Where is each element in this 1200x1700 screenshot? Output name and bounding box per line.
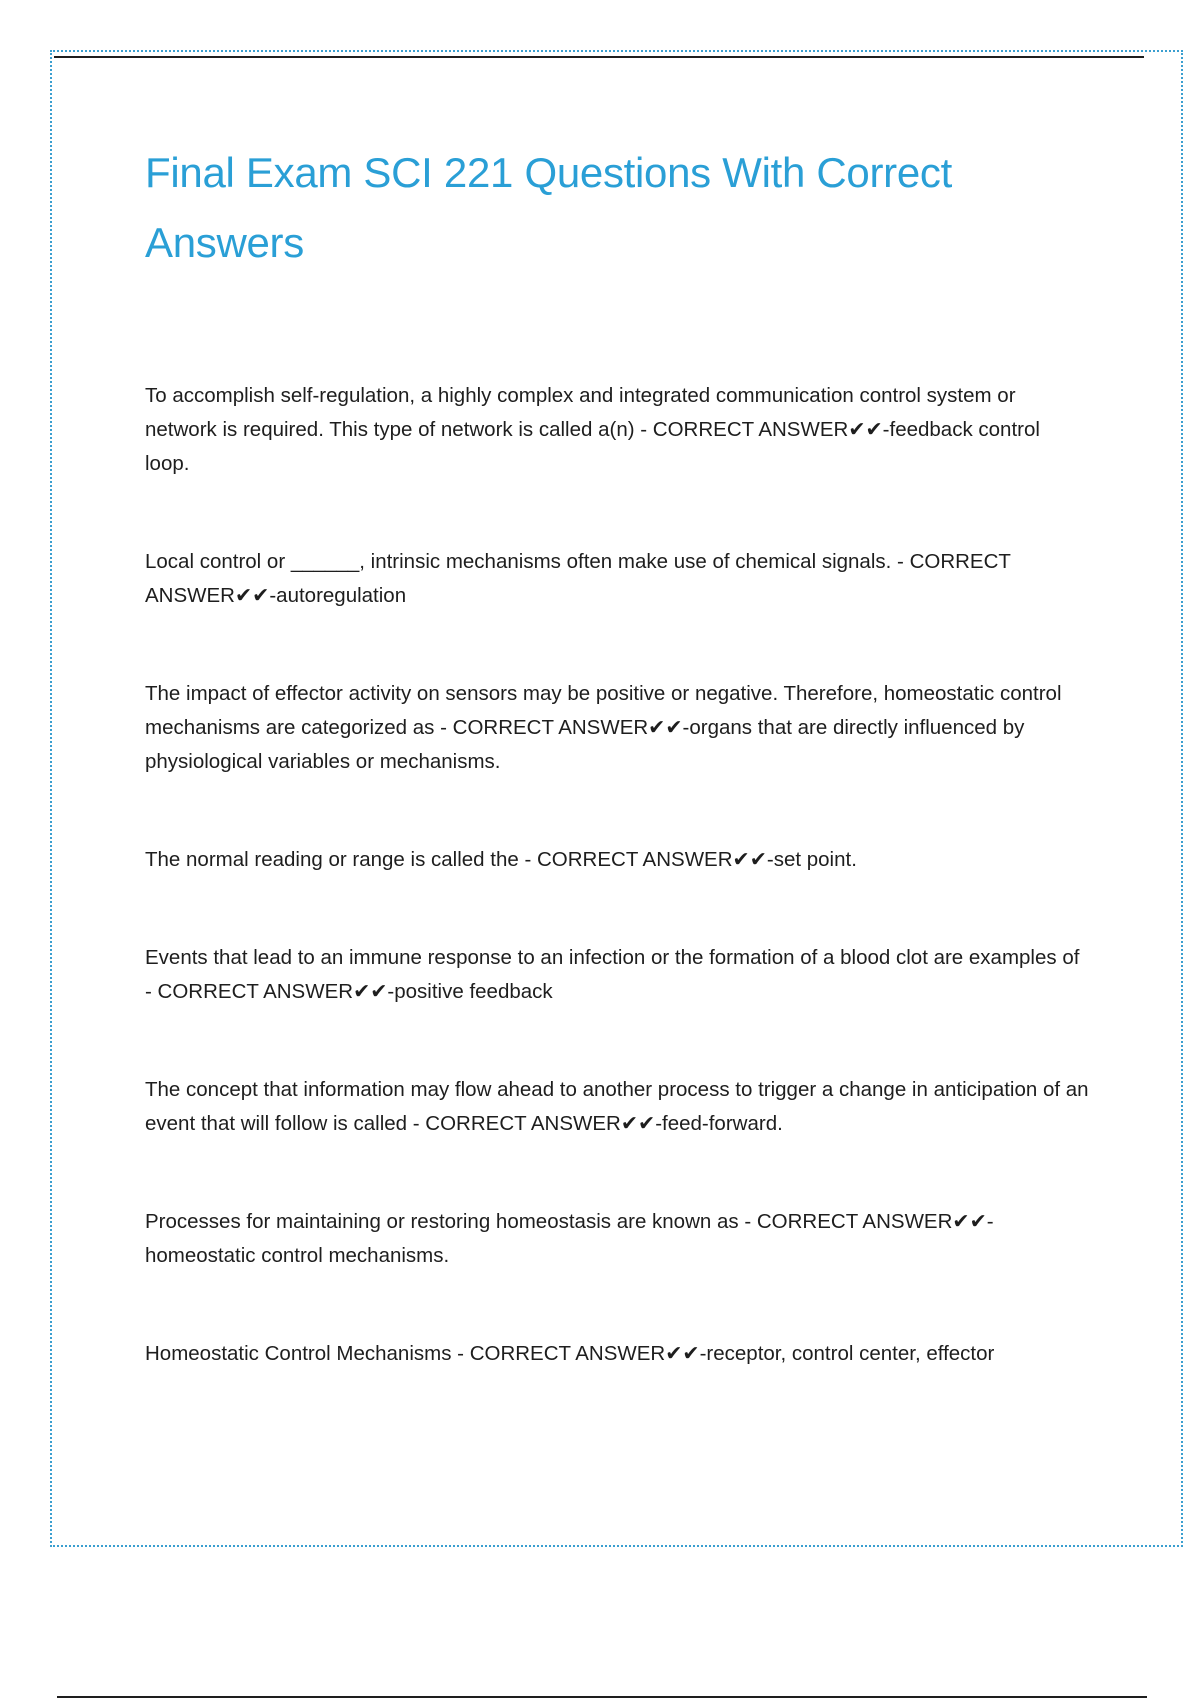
question-item [145,941,1090,1009]
question-list [145,379,1090,1435]
check-mark-icon: ✔✔ [648,716,683,739]
check-mark-icon: ✔✔ [848,418,883,441]
document-title: Final Exam SCI 221 Questions With Correct Answers [145,149,952,266]
question-item [145,843,1090,877]
separator: - [634,418,653,441]
check-mark-icon: ✔✔ [353,980,388,1003]
separator: - [891,550,910,573]
check-mark-icon: ✔✔ [620,1112,656,1135]
correct-answer-label: CORRECT ANSWER [157,980,354,1003]
correct-answer-label: CORRECT ANSWER [452,716,649,739]
check-mark-icon: ✔✔ [952,1210,987,1233]
correct-answer-label: CORRECT ANSWER [145,550,1011,607]
correct-answer-label: CORRECT ANSWER [536,848,733,871]
top-rule [54,56,1144,58]
question-text: Events that lead to an immune response to an infection or the formation of a blood clot are examples of [145,946,1080,969]
answer-text: -feed-forward. [655,1112,783,1135]
question-item [145,1205,1090,1273]
question-item [145,379,1090,481]
correct-answer-label: CORRECT ANSWER [425,1112,621,1135]
separator: - [434,716,453,739]
answer-text: -positive feedback [387,980,553,1003]
question-text: Local control or ______, intrinsic mechanisms often make use of chemical signals. [145,550,892,573]
separator: - [407,1112,426,1135]
correct-answer-label: CORRECT ANSWER [756,1210,953,1233]
separator: - [518,848,537,871]
question-text: The normal reading or range is called the [145,848,519,871]
question-text: The concept that information may flow ahead to another process to trigger a change in anticipation of an event that will follow is called [145,1078,1089,1135]
question-text: The impact of effector activity on sensors may be positive or negative. Therefore, homeostatic control mechanisms are categorized as [145,682,1062,739]
correct-answer-label: CORRECT ANSWER [652,418,849,441]
answer-text: -feedback control loop. [145,418,1040,475]
separator: - [145,980,158,1003]
correct-answer-label: CORRECT ANSWER [469,1342,666,1365]
check-mark-icon: ✔✔ [732,848,767,871]
separator: - [451,1342,470,1365]
question-text: Processes for maintaining or restoring homeostasis are known as [145,1210,739,1233]
answer-text: -organs that are directly influenced by physiological variables or mechanisms. [145,716,1025,773]
answer-text: -autoregulation [269,584,407,607]
question-item [145,1337,1090,1371]
question-item [145,545,1090,613]
check-mark-icon: ✔✔ [234,584,270,607]
question-item [145,677,1090,779]
check-mark-icon: ✔✔ [665,1342,700,1365]
question-text: To accomplish self-regulation, a highly complex and integrated communication control system or network is required. This type of network is called a(n) [145,384,1016,441]
answer-text: -receptor, control center, effector [699,1342,995,1365]
question-text: Homeostatic Control Mechanisms [145,1342,452,1365]
separator: - [738,1210,757,1233]
question-item [145,1073,1090,1141]
bottom-rule [57,1696,1147,1698]
answer-text: -homeostatic control mechanisms. [145,1210,994,1267]
answer-text: -set point. [766,848,857,871]
